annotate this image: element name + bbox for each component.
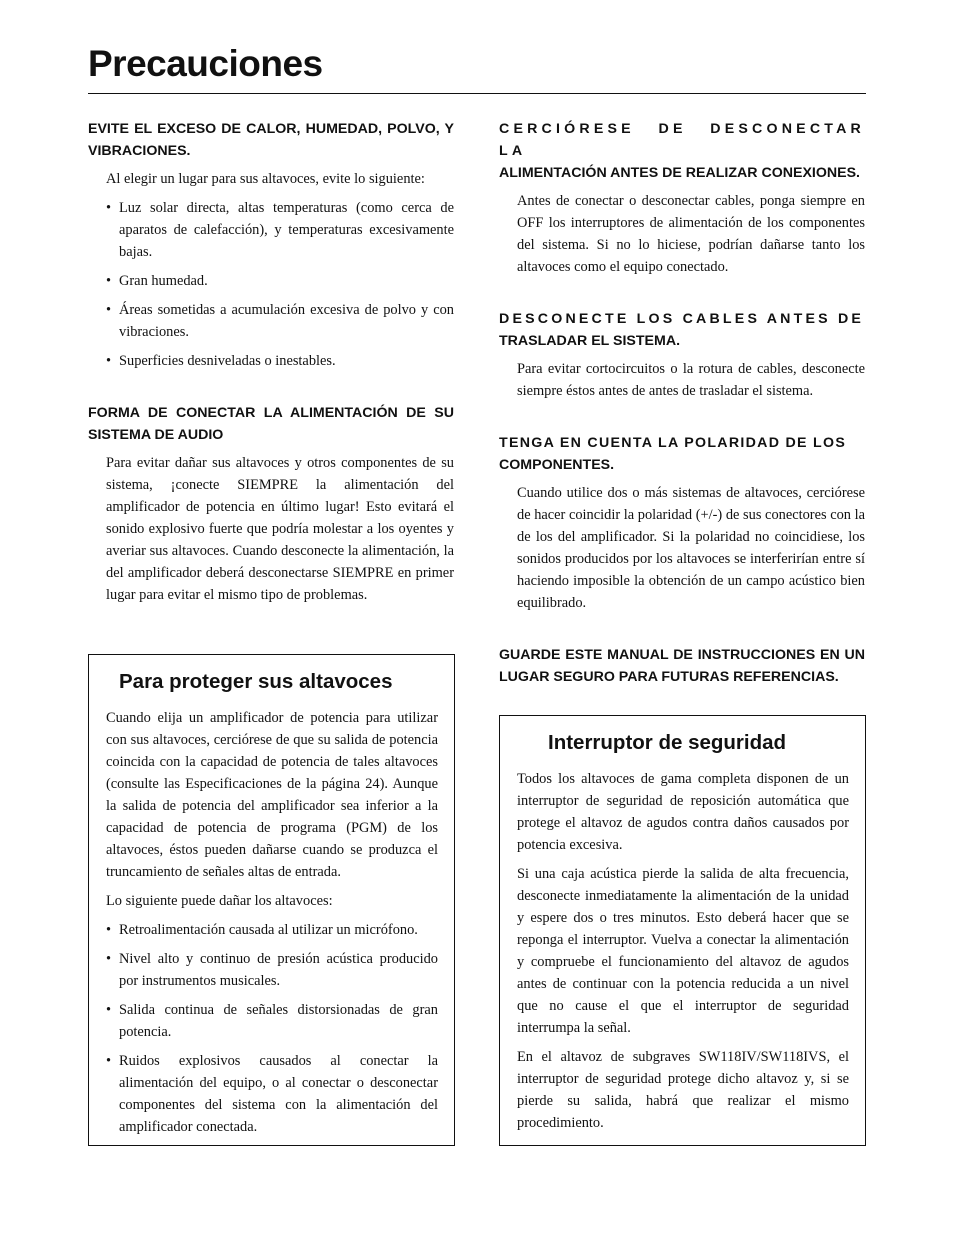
heading-line-1: CERCIÓRESE DE DESCONECTAR LA bbox=[499, 121, 865, 159]
section-heading: FORMA DE CONECTAR LA ALIMENTACIÓN DE SU SISTEMA DE AUDIO bbox=[88, 405, 454, 443]
list-item-text: Superficies desniveladas o inestables. bbox=[119, 353, 336, 369]
list-item-text: Nivel alto y continuo de presión acústica producido por instrumentos musicales. bbox=[119, 951, 438, 989]
list-item bbox=[106, 299, 454, 343]
section-heading bbox=[499, 308, 865, 352]
section-heading: GUARDE ESTE MANUAL DE INSTRUCCIONES EN UN LUGAR SEGURO PARA FUTURAS REFERENCIAS. bbox=[499, 647, 865, 685]
page-title: Precauciones bbox=[88, 43, 323, 84]
bullet-icon: • bbox=[106, 302, 112, 318]
heading-line-2: COMPONENTES. bbox=[499, 457, 615, 473]
list-item-text: Ruidos explosivos causados al conectar la alimentación del equipo, o al conectar o desconectar componentes del sistema con la alimentación del amplificador conectada. bbox=[119, 1053, 438, 1135]
list-item bbox=[106, 948, 438, 992]
box-title: Interruptor de seguridad bbox=[548, 731, 787, 754]
bullet-icon: • bbox=[106, 922, 112, 938]
bullet-list bbox=[88, 197, 454, 372]
box-paragraph: Lo siguiente puede dañar los altavoces: bbox=[106, 893, 333, 909]
list-item-text: Áreas sometidas a acumulación excesiva de polvo y con vibraciones. bbox=[119, 302, 454, 340]
bullet-icon: • bbox=[106, 353, 112, 369]
section-text: Para evitar dañar sus altavoces y otros componentes de su sistema, ¡conecte SIEMPRE la alimentación del amplificador de potencia en último lugar! Esto evitará el sonido explosivo fuerte que podría molestar a los oyentes y averiar sus altavoces. Cuando desconecte la alimentación, la del amplificador deberá desconectarse SIEMPRE en primer lugar para evitar el mismo tipo de problemas. bbox=[106, 455, 454, 603]
box-paragraph: Cuando elija un amplificador de potencia para utilizar con sus altavoces, cerciórese de que su salida de potencia coincida con la capacidad de potencia de tales altavoces (consulte las Especificaciones de la página 24). Aunque la salida de potencia del amplificador sea inferior a la capacidad de potencia de programa (PGM) de los altavoces, éstos pueden dañarse cuando se produzca el truncamiento de señales altas de entrada. bbox=[106, 710, 438, 880]
section-disconnect-cables bbox=[499, 308, 865, 402]
list-item-text: Salida continua de señales distorsionadas de gran potencia. bbox=[119, 1002, 438, 1040]
list-item-text: Gran humedad. bbox=[119, 273, 208, 289]
protect-speakers-box bbox=[88, 654, 455, 1146]
bullet-icon: • bbox=[106, 1053, 112, 1069]
list-item bbox=[106, 919, 438, 941]
box-paragraph: Si una caja acústica pierde la salida de alta frecuencia, desconecte inmediatamente la alimentación de la unidad y espere dos o tres minutos. Esto deberá hacer que se reponga el interruptor. Vuelva a conectar la alimentación y compruebe el funcionamiento del altavoz de agudos antes de continuar con la potencia reducida a un nivel que no cause el que el interruptor de seguridad interrumpa la señal. bbox=[517, 866, 849, 1036]
title-divider bbox=[88, 93, 866, 94]
section-polarity bbox=[499, 432, 865, 614]
bullet-icon: • bbox=[106, 200, 112, 216]
heading-line-1: DESCONECTE LOS CABLES ANTES DE bbox=[499, 311, 865, 327]
section-intro: Al elegir un lugar para sus altavoces, evite lo siguiente: bbox=[106, 171, 425, 187]
list-item-text: Luz solar directa, altas temperaturas (como cerca de aparatos de calefacción), y temperaturas excesivamente bajas. bbox=[119, 200, 454, 260]
section-heat-humidity bbox=[88, 118, 454, 372]
heading-line-2: TRASLADAR EL SISTEMA. bbox=[499, 333, 681, 349]
section-text: Cuando utilice dos o más sistemas de altavoces, cerciórese de hacer coincidir la polaridad (+/-) de sus conectores con la de los del amplificador. Si la polaridad no coincidiese, los sonidos producidos por los altavoces se interferirían entre sí haciendo imposible la obtención de un campo acústico bien equilibrado. bbox=[517, 485, 865, 611]
section-keep-manual bbox=[499, 644, 865, 688]
list-item bbox=[106, 999, 438, 1043]
left-column bbox=[88, 118, 454, 636]
box-paragraph: En el altavoz de subgraves SW118IV/SW118IVS, el interruptor de seguridad protege dicho altavoz y, si se pierde su salida, habrá que realizar el mismo procedimiento. bbox=[517, 1049, 849, 1131]
list-item bbox=[106, 197, 454, 263]
section-disconnect-power bbox=[499, 118, 865, 278]
list-item bbox=[106, 350, 454, 372]
heading-line-1: TENGA EN CUENTA LA POLARIDAD DE LOS bbox=[499, 435, 847, 451]
section-power-connection bbox=[88, 402, 454, 606]
bullet-icon: • bbox=[106, 1002, 112, 1018]
list-item bbox=[106, 1050, 438, 1138]
right-column bbox=[499, 118, 865, 718]
section-heading bbox=[499, 432, 865, 476]
section-heading bbox=[499, 118, 865, 184]
section-text: Para evitar cortocircuitos o la rotura de cables, desconecte siempre éstos antes de antes de trasladar el sistema. bbox=[517, 361, 865, 399]
bullet-icon: • bbox=[106, 951, 112, 967]
section-heading: EVITE EL EXCESO DE CALOR, HUMEDAD, POLVO, Y VIBRACIONES. bbox=[88, 121, 454, 159]
list-item-text: Retroalimentación causada al utilizar un micrófono. bbox=[119, 922, 418, 938]
section-text: Antes de conectar o desconectar cables, ponga siempre en OFF los interruptores de alimentación de los componentes del sistema. Si no lo hiciese, podrían dañarse tanto los altavoces como el equipo conectado. bbox=[517, 193, 865, 275]
bullet-icon: • bbox=[106, 273, 112, 289]
heading-line-2: ALIMENTACIÓN ANTES DE REALIZAR CONEXIONES. bbox=[499, 165, 861, 181]
box-title: Para proteger sus altavoces bbox=[119, 670, 393, 693]
list-item bbox=[106, 270, 454, 292]
box-paragraph: Todos los altavoces de gama completa disponen de un interruptor de seguridad de reposición automática que protege el altavoz de agudos contra daños causados por potencia excesiva. bbox=[517, 771, 849, 853]
safety-switch-box bbox=[499, 715, 866, 1146]
bullet-list bbox=[89, 919, 438, 1138]
